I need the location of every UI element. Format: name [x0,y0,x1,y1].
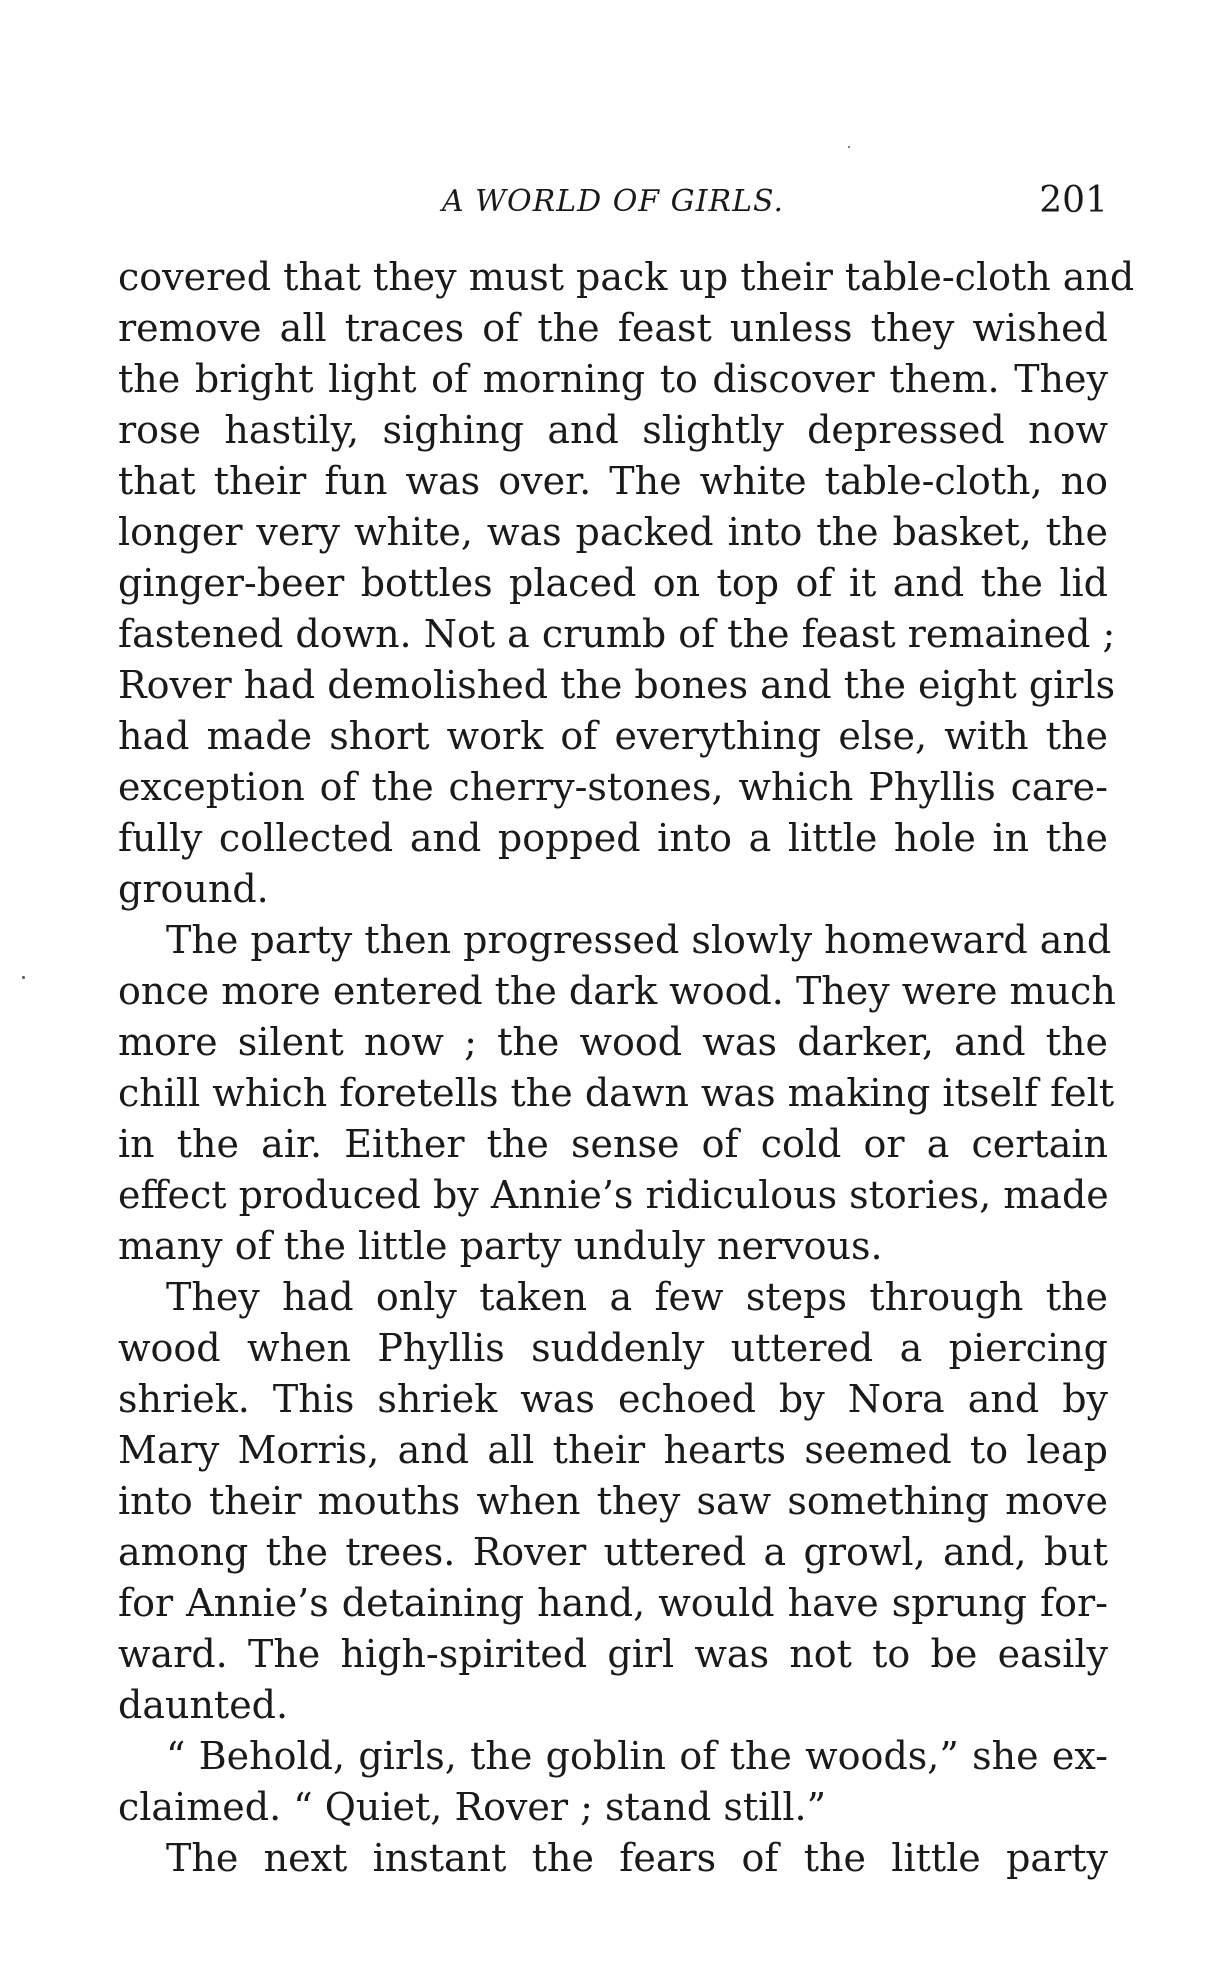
text-line: into their mouths when they saw something move [118,1479,1108,1523]
body-text [118,252,1135,1884]
text-line: remove all traces of the feast unless they wished [118,306,1108,350]
paragraph [118,252,1135,915]
text-line: Rover had demolished the bones and the eight girls [118,663,1116,707]
running-title: A WORLD OF GIRLS. [441,184,785,219]
text-line: Mary Morris, and all their hearts seemed to leap [118,1428,1108,1472]
text-line: that their fun was over. The white table-cloth, no [118,459,1108,503]
text-line: ginger-beer bottles placed on top of it and the lid [118,561,1108,605]
text-line: among the trees. Rover uttered a growl, and, but [118,1530,1108,1574]
text-line: once more entered the dark wood. They were much [118,969,1116,1013]
running-header [118,180,1108,230]
paragraph [118,1833,1108,1884]
paragraph [118,1731,1108,1833]
text-line: ground. [118,867,269,911]
text-line: fully collected and popped into a little hole in the [118,816,1108,860]
text-line: effect produced by Annie’s ridiculous stories, made [118,1173,1109,1217]
text-line: They had only taken a few steps through the [166,1275,1108,1319]
text-line: more silent now ; the wood was darker, and the [118,1020,1108,1064]
text-line: The party then progressed slowly homeward and [166,918,1112,962]
page-number: 201 [1039,180,1108,221]
text-line: claimed. “ Quiet, Rover ; stand still.” [118,1785,827,1829]
text-line: wood when Phyllis suddenly uttered a piercing [118,1326,1108,1370]
paragraph [118,915,1116,1272]
text-line: fastened down. Not a crumb of the feast remained ; [118,612,1116,656]
text-line: ward. The high-spirited girl was not to be easily [118,1632,1108,1676]
text-line: chill which foretells the dawn was making itself felt [118,1071,1115,1115]
text-line: many of the little party unduly nervous. [118,1224,883,1268]
text-line: for Annie’s detaining hand, would have sprung for- [118,1581,1108,1625]
text-line: had made short work of everything else, with the [118,714,1108,758]
text-line: rose hastily, sighing and slightly depressed now [118,408,1108,452]
text-line: daunted. [118,1683,289,1727]
text-line: the bright light of morning to discover them. They [118,357,1108,401]
text-line: shriek. This shriek was echoed by Nora and by [118,1377,1108,1421]
text-line: The next instant the fears of the little party [166,1836,1108,1880]
scan-speck [848,146,850,148]
text-line: in the air. Either the sense of cold or a certain [118,1122,1108,1166]
text-line: covered that they must pack up their table-cloth and [118,255,1135,299]
scan-speck [22,976,25,979]
text-line: “ Behold, girls, the goblin of the woods,” she ex- [166,1734,1108,1778]
text-line: longer very white, was packed into the basket, the [118,510,1108,554]
paragraph [118,1272,1108,1731]
text-line: exception of the cherry-stones, which Phyllis care- [118,765,1108,809]
